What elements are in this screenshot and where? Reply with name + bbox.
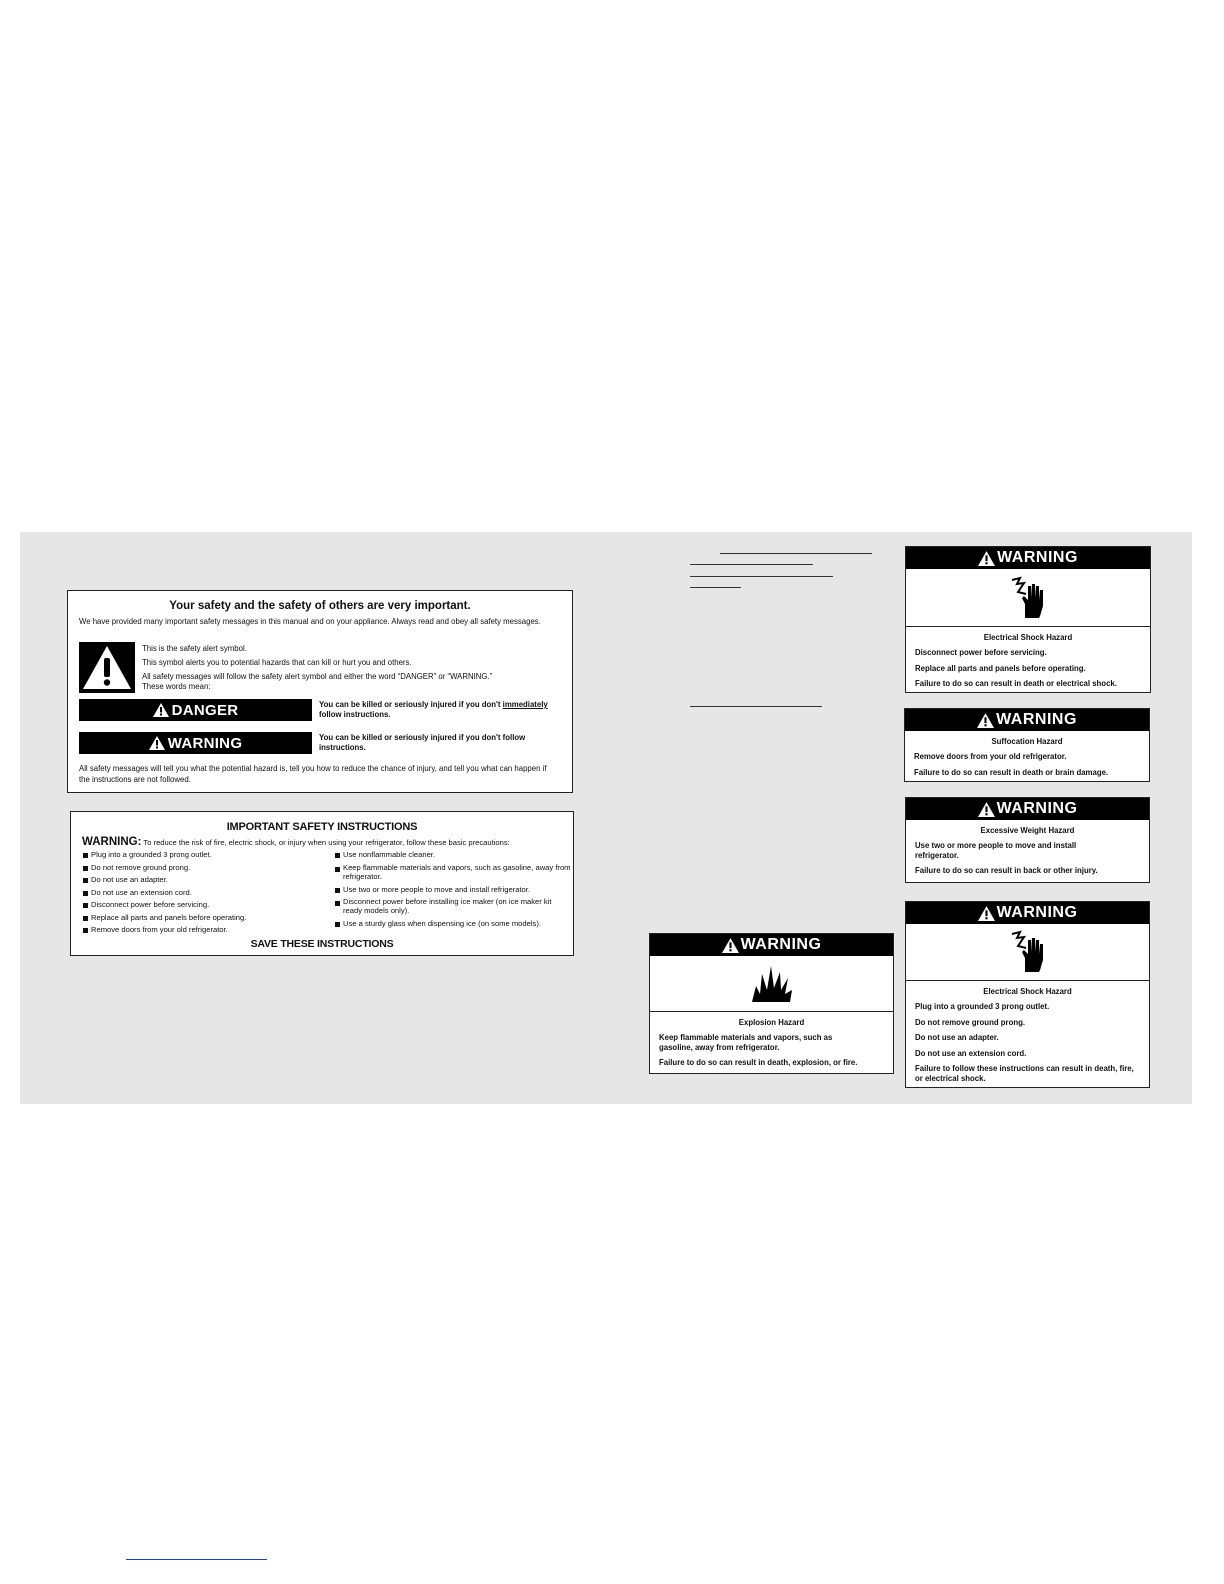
warning-line: Replace all parts and panels before operating.	[915, 663, 1086, 673]
warning-card-explosion	[649, 933, 894, 1074]
symbol-line: These words mean:	[142, 682, 211, 691]
alert-triangle-icon	[978, 906, 995, 921]
warning-description: You can be killed or seriously injured if you don't follow instructions.	[319, 733, 526, 752]
underline-rule	[690, 564, 813, 565]
underline-rule	[690, 576, 833, 577]
underline-rule	[720, 553, 872, 554]
warning-line: Remove doors from your old refrigerator.	[914, 752, 1067, 761]
alert-triangle-icon	[722, 938, 739, 953]
alert-triangle-icon	[978, 802, 995, 817]
underline-rule	[690, 706, 822, 707]
list-item: Replace all parts and panels before operating.	[83, 912, 323, 925]
list-item: Keep flammable materials and vapors, such as gasoline, away from refrigerator.	[335, 863, 571, 881]
precautions-right-list	[335, 849, 571, 931]
warning-line: Disconnect power before servicing.	[915, 648, 1047, 657]
hazard-name: Electrical Shock Hazard	[983, 633, 1073, 642]
list-item: Disconnect power before servicing.	[83, 899, 323, 912]
warning-header: WARNING	[906, 798, 1149, 820]
list-item: Remove doors from your old refrigerator.	[83, 924, 323, 937]
electric-shock-hand-icon	[906, 569, 1150, 627]
safety-title: Your safety and the safety of others are very important.	[169, 600, 471, 612]
alert-triangle-icon	[153, 703, 169, 717]
important-safety-instructions-box	[70, 811, 574, 956]
list-item: Plug into a grounded 3 prong outlet.	[83, 849, 323, 862]
warning-line: Failure to do so can result in death or brain damage.	[914, 767, 1109, 777]
danger-description: You can be killed or seriously injured if you don't immediately follow instructions.	[319, 700, 548, 719]
safety-outro: All safety messages will tell you what the potential hazard is, tell you how to reduce the chance of injury, and tell you what can happen if the instructions are not followed.	[79, 764, 547, 784]
list-item: Use a sturdy glass when dispensing ice (on some models).	[335, 918, 571, 931]
hazard-name: Suffocation Hazard	[991, 737, 1063, 746]
danger-label: DANGER	[171, 701, 239, 719]
warning-header: WARNING	[906, 547, 1150, 569]
hazard-name: Excessive Weight Hazard	[980, 826, 1075, 835]
warning-line: Failure to do so can result in death, explosion, or fire.	[659, 1058, 858, 1067]
electric-shock-hand-icon	[906, 924, 1149, 981]
warning-card-excessive-weight	[905, 797, 1150, 883]
list-item: Disconnect power before installing ice maker (on ice maker kit ready models only).	[335, 897, 571, 915]
warning-card-electrical-shock-2	[905, 901, 1150, 1088]
alert-triangle-icon	[977, 713, 994, 728]
link-underline	[126, 1559, 267, 1560]
warning-line: Failure to follow these instructions can result in death, fire, or electrical shock.	[915, 1064, 1134, 1083]
warning-header: WARNING	[650, 934, 893, 956]
list-item: Use two or more people to move and install refrigerator.	[335, 884, 571, 897]
warning-line: Use two or more people to move and install refrigerator.	[915, 841, 1077, 860]
explosion-icon	[650, 956, 893, 1012]
underline-rule	[690, 587, 741, 588]
symbol-line: This symbol alerts you to potential hazards that can kill or hurt you and others.	[142, 658, 412, 667]
list-item: Do not use an extension cord.	[83, 887, 323, 900]
list-item: Use nonflammable cleaner.	[335, 849, 571, 862]
hazard-name: Electrical Shock Hazard	[983, 987, 1072, 996]
warning-line: Do not use an extension cord.	[915, 1048, 1027, 1058]
warning-line: Failure to do so can result in back or other injury.	[915, 866, 1098, 875]
hazard-name: Explosion Hazard	[738, 1018, 805, 1027]
warning-line: Keep flammable materials and vapors, such as gasoline, away from refrigerator.	[659, 1033, 833, 1052]
important-intro: WARNING: To reduce the risk of fire, electric shock, or injury when using your refrigerator, follow these basic precautions:	[82, 836, 510, 848]
warning-header: WARNING	[906, 902, 1149, 924]
warning-label: WARNING	[167, 734, 243, 752]
safety-statement-box	[67, 590, 573, 793]
safety-alert-icon	[79, 642, 135, 693]
warning-header: WARNING	[905, 709, 1149, 731]
warning-line: Do not remove ground prong.	[915, 1017, 1026, 1027]
warning-card-electrical-shock	[905, 546, 1151, 693]
list-item: Do not use an adapter.	[83, 874, 323, 887]
symbol-line: This is the safety alert symbol.	[142, 644, 247, 653]
danger-signal-bar	[79, 699, 312, 721]
precautions-left-list	[83, 849, 323, 937]
safety-intro: We have provided many important safety messages in this manual and on your appliance. Always read and obey all safety messages.	[79, 617, 541, 626]
save-instructions: SAVE THESE INSTRUCTIONS	[250, 938, 394, 950]
alert-triangle-icon	[978, 551, 995, 566]
warning-card-suffocation	[904, 708, 1150, 782]
warning-line: Do not use an adapter.	[915, 1033, 999, 1042]
important-title: IMPORTANT SAFETY INSTRUCTIONS	[226, 821, 418, 833]
list-item: Do not remove ground prong.	[83, 862, 323, 875]
alert-triangle-icon	[149, 736, 165, 750]
warning-line: Failure to do so can result in death or electrical shock.	[915, 679, 1117, 688]
warning-line: Plug into a grounded 3 prong outlet.	[915, 1002, 1050, 1011]
warning-signal-bar	[79, 732, 312, 754]
symbol-line: All safety messages will follow the safety alert symbol and either the word “DANGER” or “WARNING.”	[142, 672, 493, 681]
